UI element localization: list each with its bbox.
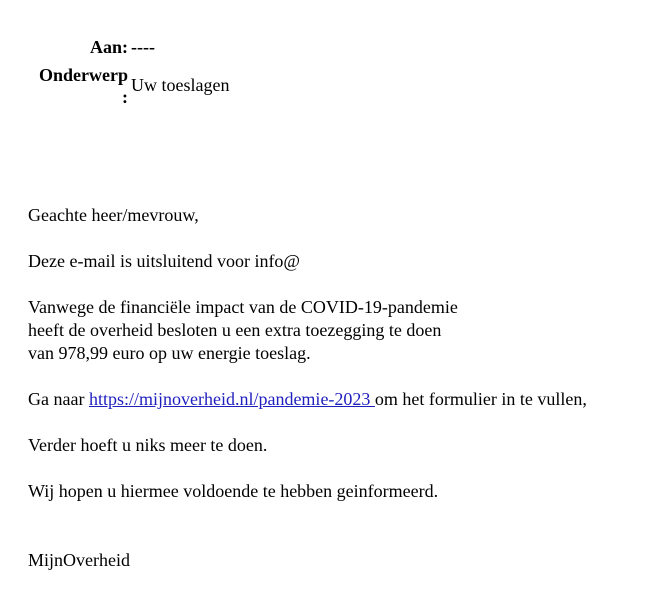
subject-label	[28, 58, 131, 108]
to-value: ----	[131, 37, 155, 57]
to-row	[28, 36, 232, 58]
subject-label-text: Onderwerp	[39, 65, 128, 85]
email-header	[28, 36, 232, 108]
subject-row	[28, 58, 232, 108]
greeting: Geachte heer/mevrouw,	[28, 205, 199, 225]
paragraph-line-3: van 978,99 euro op uw energie toeslag.	[28, 343, 311, 363]
further-notice: Verder hoeft u niks meer te doen.	[28, 435, 268, 455]
signature: MijnOverheid	[28, 550, 130, 570]
paragraph-line-1: Vanwege de financiële impact van de COVID-19-pandemie	[28, 297, 458, 317]
email-body	[28, 204, 668, 572]
goto-line	[28, 388, 668, 411]
goto-prefix: Ga naar	[28, 389, 89, 409]
to-label: Aan:	[89, 37, 128, 57]
paragraph-line-2: heeft de overheid besloten u een extra toezegging te doen	[28, 320, 442, 340]
closing-line: Wij hopen u hiermee voldoende te hebben geinformeerd.	[28, 481, 439, 501]
goto-suffix: om het formulier in te vullen,	[374, 389, 587, 409]
exclusive-notice: Deze e-mail is uitsluitend voor info@	[28, 251, 301, 271]
subject-value: Uw toeslagen	[131, 75, 230, 95]
form-link[interactable]: https://mijnoverheid.nl/pandemie-2023	[88, 389, 375, 409]
subject-label-colon: :	[122, 87, 128, 107]
